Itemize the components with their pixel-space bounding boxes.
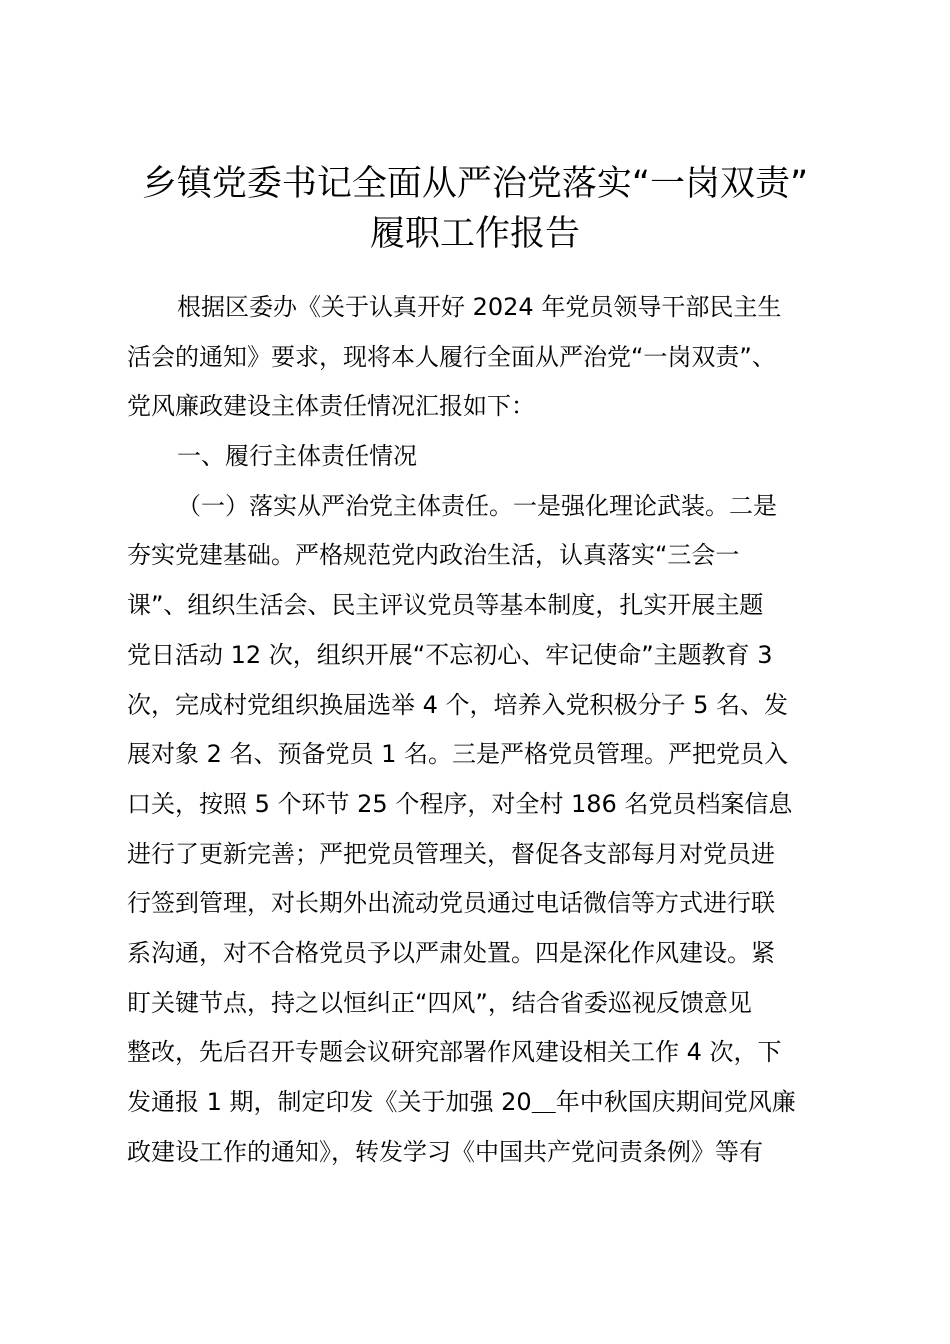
paragraph-2-line: 行签到管理，对长期外出流动党员通过电话微信等方式进行联: [127, 889, 775, 918]
paragraph-2-line: 夯实党建基础。严格规范党内政治生活，认真落实“三会一: [127, 541, 740, 570]
paragraph-2-line: 党日活动 12 次，组织开展“不忘初心、牢记使命”主题教育 3: [127, 640, 773, 669]
paragraph-1-line: 活会的通知》要求，现将本人履行全面从严治党“一岗双责”、: [127, 342, 776, 371]
paragraph-2-line: 次，完成村党组织换届选举 4 个，培养入党积极分子 5 名、发: [127, 690, 789, 719]
section-heading: 一、履行主体责任情况: [177, 442, 417, 471]
document-body: [127, 283, 837, 1177]
paragraph-2-line: 系沟通，对不合格党员予以严肃处置。四是深化作风建设。紧: [127, 938, 775, 967]
paragraph-2-line: 课”、组织生活会、民主评议党员等基本制度，扎实开展主题: [127, 591, 764, 620]
paragraph-2-line: 政建设工作的通知》，转发学习《中国共产党问责条例》等有: [127, 1137, 763, 1166]
paragraph-2-line: 盯关键节点，持之以恒纠正“四风”，结合省委巡视反馈意见: [127, 988, 752, 1017]
paragraph-2-line: 进行了更新完善；严把党员管理关，督促各支部每月对党员进: [127, 839, 775, 868]
paragraph-2-line: 展对象 2 名、预备党员 1 名。三是严格党员管理。严把党员入: [127, 740, 789, 769]
paragraph-2-line: 发通报 1 期，制定印发《关于加强 20＿年中秋国庆期间党风廉: [127, 1088, 796, 1116]
document-title-line-1: 乡镇党委书记全面从严治党落实“一岗双责”: [141, 164, 809, 204]
paragraph-1-line: 根据区委办《关于认真开好 2024 年党员领导干部民主生: [177, 293, 782, 321]
paragraph-2-line: （一）落实从严治党主体责任。一是强化理论武装。二是: [177, 491, 777, 520]
paragraph-2-line: 整改，先后召开专题会议研究部署作风建设相关工作 4 次，下: [127, 1038, 782, 1067]
document-title-line-2: 履职工作报告: [369, 214, 580, 254]
paragraph-1-line: 党风廉政建设主体责任情况汇报如下：: [127, 392, 535, 421]
paragraph-2-line: 口关，按照 5 个环节 25 个程序，对全村 186 名党员档案信息: [127, 789, 793, 818]
